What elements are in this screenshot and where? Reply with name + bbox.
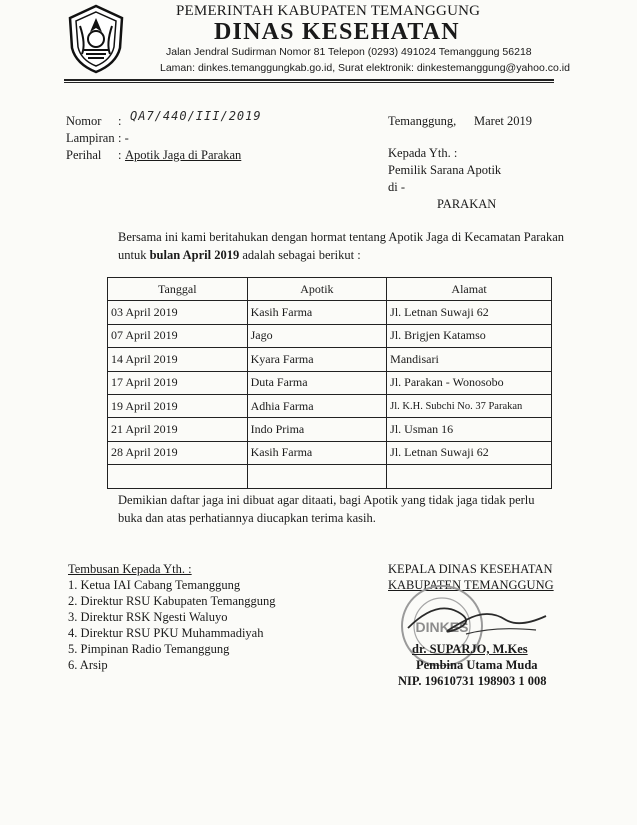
office-contact: Laman: dinkes.temanggungkab.go.id, Surat elektronik: dinkestemanggung@yahoo.co.id [160, 62, 570, 74]
intro-pre: untuk [118, 248, 150, 262]
perihal-label: Perihal [66, 148, 102, 162]
nomor-value: QA7/440/III/2019 [130, 109, 262, 123]
intro-post: adalah sebagai berikut : [239, 248, 361, 262]
cc-item: 6. Arsip [68, 658, 108, 672]
closing-line-2: buka dan atas perhatiannya diucapkan terima kasih. [118, 511, 376, 525]
cc-item: 4. Direktur RSU PKU Muhammadiyah [68, 626, 264, 640]
recipient-place: PARAKAN [437, 197, 497, 211]
cell-date: 17 April 2019 [108, 371, 248, 394]
regency-emblem-icon [66, 4, 126, 74]
table-row-empty [108, 465, 552, 488]
letter-city: Temanggung, [388, 114, 457, 128]
cell-address: Jl. Letnan Suwaji 62 [387, 441, 552, 464]
recipient-label: Kepada Yth. : [388, 146, 458, 160]
government-name: PEMERINTAH KABUPATEN TEMANGGUNG [176, 3, 481, 19]
cell-date: 14 April 2019 [108, 348, 248, 371]
cc-item: 5. Pimpinan Radio Temanggung [68, 642, 230, 656]
cell-address: Jl. Letnan Suwaji 62 [387, 301, 552, 324]
nomor-label: Nomor [66, 114, 102, 128]
table-row [108, 394, 552, 417]
cell-date: 21 April 2019 [108, 418, 248, 441]
handwritten-signature [396, 590, 556, 650]
perihal-text: Apotik Jaga di Parakan [125, 148, 242, 162]
header-alamat: Alamat [387, 278, 552, 301]
cell-pharmacy: Kyara Farma [247, 348, 387, 371]
cell-address: Mandisari [387, 348, 552, 371]
cell-pharmacy: Indo Prima [247, 418, 387, 441]
letter-date: Maret 2019 [474, 114, 532, 128]
header-apotik: Apotik [247, 278, 387, 301]
cc-item: 3. Direktur RSK Ngesti Waluyo [68, 610, 228, 624]
signatory-title-2-text: KABUPATEN TEMANGGUNG [388, 578, 554, 592]
cell-date: 19 April 2019 [108, 394, 248, 417]
cell-address: Jl. K.H. Subchi No. 37 Parakan [387, 394, 552, 417]
letterhead-rule-thin [64, 82, 554, 83]
intro-line-2 [118, 248, 361, 263]
table-row [108, 441, 552, 464]
cell-pharmacy: Duta Farma [247, 371, 387, 394]
department-name: DINAS KESEHATAN [214, 19, 460, 45]
cell-empty [247, 465, 387, 488]
header-tanggal: Tanggal [108, 278, 248, 301]
table-row [108, 301, 552, 324]
table-row [108, 418, 552, 441]
cc-item: 1. Ketua IAI Cabang Temanggung [68, 578, 241, 592]
cell-pharmacy: Kasih Farma [247, 301, 387, 324]
cell-date: 07 April 2019 [108, 324, 248, 347]
cell-empty [387, 465, 552, 488]
signatory-title-1: KEPALA DINAS KESEHATAN [388, 562, 553, 576]
intro-line-1: Bersama ini kami beritahukan dengan hormat tentang Apotik Jaga di Kecamatan Parakan [118, 230, 565, 244]
cell-pharmacy: Adhia Farma [247, 394, 387, 417]
cell-pharmacy: Kasih Farma [247, 441, 387, 464]
signatory-name-text: dr. SUPARJO, M.Kes [412, 642, 528, 656]
cc-title-text: Tembusan Kepada Yth. : [68, 562, 192, 576]
cell-date: 03 April 2019 [108, 301, 248, 324]
cell-address: Jl. Parakan - Wonosobo [387, 371, 552, 394]
closing-line-1: Demikian daftar jaga ini dibuat agar ditaati, bagi Apotik yang tidak jaga tidak perlu [118, 493, 535, 507]
cell-address: Jl. Usman 16 [387, 418, 552, 441]
signatory-name [412, 642, 528, 657]
cell-date: 28 April 2019 [108, 441, 248, 464]
duty-schedule-table [107, 277, 552, 489]
stamp-text: DINKES [415, 619, 469, 635]
lampiran-value: : - [118, 131, 129, 145]
perihal-value [125, 148, 241, 163]
signatory-nip: NIP. 19610731 198903 1 008 [398, 674, 547, 688]
office-address: Jalan Jendral Sudirman Nomor 81 Telepon (0293) 491024 Temanggung 56218 [166, 46, 532, 58]
cell-empty [108, 465, 248, 488]
colon: : [118, 114, 122, 128]
table-row [108, 371, 552, 394]
intro-bold: bulan April 2019 [149, 248, 240, 262]
table-row [108, 324, 552, 347]
letterhead-rule [64, 79, 554, 81]
colon: : [118, 148, 122, 162]
cc-item: 2. Direktur RSU Kabupaten Temanggung [68, 594, 276, 608]
signatory-rank: Pembina Utama Muda [416, 658, 538, 672]
cell-address: Jl. Brigjen Katamso [387, 324, 552, 347]
recipient-name: Pemilik Sarana Apotik [388, 163, 502, 177]
table-row [108, 348, 552, 371]
table-header-row [108, 278, 552, 301]
lampiran-label: Lampiran [66, 131, 115, 145]
recipient-di: di - [388, 180, 406, 194]
cc-title [68, 562, 192, 577]
cell-pharmacy: Jago [247, 324, 387, 347]
